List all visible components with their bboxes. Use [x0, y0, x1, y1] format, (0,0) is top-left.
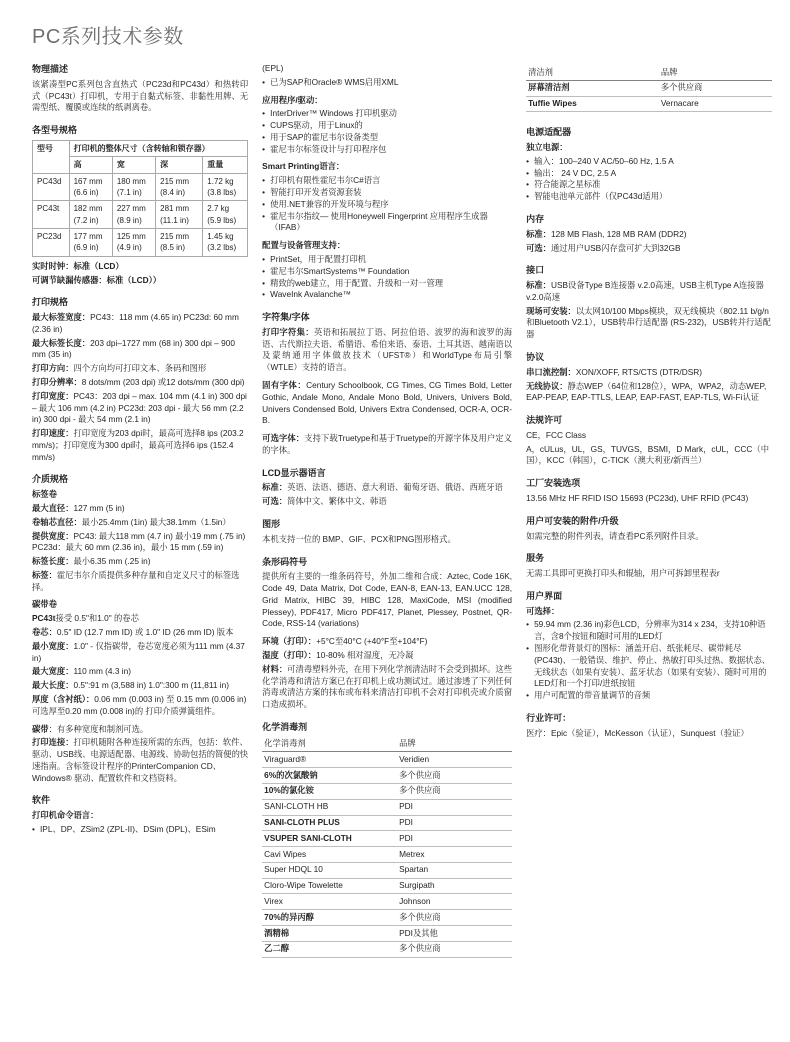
fonts-item	[262, 380, 512, 427]
column-right	[526, 63, 772, 741]
cell-height: 167 mm (6.6 in)	[69, 173, 112, 201]
cell-brand: Metrex	[397, 847, 512, 863]
smart-printing-list	[262, 175, 512, 234]
table-row	[262, 894, 512, 910]
list-item: • 霍尼韦尔指纹— 使用Honeywell Fingerprint 应用程序生成器（IFAB）	[262, 211, 512, 235]
env-item	[262, 664, 512, 711]
cell-weight: 1.45 kg (3.2 lbs)	[203, 229, 248, 257]
env-item	[262, 650, 512, 662]
protocol-item-label: 串口流控制：	[526, 366, 576, 377]
section-factory-options-heading: 工厂安装选项	[526, 478, 581, 489]
media-item	[32, 503, 248, 515]
column-middle	[262, 63, 512, 964]
media-item-label: 最大直径：	[32, 503, 74, 513]
ribbon-sensor-text: 可调节缺漏传感器：标准（LCD））	[32, 274, 162, 285]
power-sub-label: 独立电源：	[526, 142, 568, 153]
ui-list	[526, 619, 772, 701]
interface-item	[526, 306, 772, 341]
cell-chemical: Virex	[262, 894, 397, 910]
cleaning-col-header-name: 清洁剂	[526, 65, 659, 80]
print-item	[32, 391, 248, 426]
ribbon-item	[32, 666, 248, 678]
cell-chemical: SANI-CLOTH HB	[262, 799, 397, 815]
chemical-table	[262, 737, 512, 958]
media-item-label: 卷轴芯直径：	[32, 516, 82, 527]
cell-chemical: 10%的氯化铵	[262, 783, 397, 799]
ribbon-item-label: 最大长度：	[32, 680, 74, 691]
list-item: • IPL、DP、ZSim2 (ZPL-II)、DSim (DPL)、ESim	[32, 824, 248, 836]
fonts-item-value: 支持下载Truetype和基于Truetype的开源字体及用户定义的字体。	[262, 433, 513, 455]
cell-height: 177 mm (6.9 in)	[69, 229, 112, 257]
media-item-label: 标签：	[32, 569, 57, 580]
fonts-item-value: 英语和拓展拉丁语、阿拉伯语、波罗的海和波罗的海语、古代斯拉夫语、希腊语、希伯来语、泰语、土耳其语、越南语以及蒙纳通用字体做放技术（UFST®）和WorldType布局引擎（WTLE）支持的语言。	[262, 326, 513, 373]
env-item-value: +5°C至40°C (+40°F至+104°F)	[316, 636, 428, 647]
table-row	[262, 799, 512, 815]
list-item: • 智能打印开发者资源套装	[262, 187, 512, 199]
env-item-label: 环境（打印）：	[262, 636, 317, 647]
table-subheader-weight: 重量	[203, 157, 248, 173]
lcd-item	[262, 496, 512, 508]
print-item-label: 打印分辨率：	[32, 376, 82, 387]
cell-depth: 281 mm (11.1 in)	[156, 201, 203, 229]
connectivity-item	[32, 737, 248, 784]
ribbon-item-value: 0.5":91 m (3,588 in) 1.0":300 m (11,811 in)	[73, 680, 229, 691]
memory-item	[526, 229, 772, 241]
cell-chemical: 70%的异丙醇	[262, 910, 397, 926]
ribbon-item-value: 接受 0.5"和1.0" 的卷芯	[55, 613, 139, 624]
print-item-label: 打印速度：	[32, 428, 74, 439]
interface-item-label: 标准：	[526, 280, 551, 291]
table-row	[262, 910, 512, 926]
chemical-col-header-name: 化学消毒剂	[262, 737, 397, 752]
list-item: • 使用.NET兼容的开发环境与程序	[262, 199, 512, 211]
cell-chemical: Cavi Wipes	[262, 847, 397, 863]
cell-brand: 多个供应商	[397, 941, 512, 957]
table-row	[262, 862, 512, 878]
print-item-label: 最大标签长度：	[32, 337, 91, 348]
epl-continuation: (EPL)	[262, 63, 284, 73]
cell-width: 125 mm (4.9 in)	[112, 229, 155, 257]
cell-model: PC23d	[33, 229, 70, 257]
printer-language-label: 打印机命令语言：	[32, 810, 99, 821]
list-item: • 打印机有限性霍尼韦尔C#语言	[262, 175, 512, 187]
section-interface-heading: 接口	[526, 265, 545, 276]
cell-chemical: Cloro-Wipe Towelette	[262, 878, 397, 894]
ribbon-item-value: 1.0" - 仅指碳带，卷芯宽度必须为111 mm (4.37 in)	[32, 640, 245, 663]
section-service-heading: 服务	[526, 553, 545, 564]
cell-brand: 多个供应商	[397, 768, 512, 784]
rtc-text: 实时时钟：标准（LCD）	[32, 260, 124, 271]
table-row	[262, 752, 512, 768]
cell-width: 227 mm (8.9 in)	[112, 201, 155, 229]
ribbon-item	[32, 641, 248, 665]
list-item: • 智能电池单元部件（仅PC43d适用）	[526, 191, 772, 203]
section-power-heading: 电源适配器	[526, 127, 572, 138]
cell-brand: Johnson	[397, 894, 512, 910]
epl-list	[262, 77, 512, 89]
list-item: • InterDriver™ Windows 打印机驱动	[262, 108, 512, 120]
print-item	[32, 377, 248, 389]
media-item-value: 127 mm (5 in)	[73, 503, 125, 513]
media-sub-labelroll: 标签卷	[32, 489, 57, 500]
ribbon-generic-value: 有多种宽度和制剂可选。	[56, 723, 149, 734]
lcd-item-value: 简体中文、繁体中文、韩语	[287, 496, 387, 507]
cell-chemical: VSUPER SANI-CLOTH	[262, 831, 397, 847]
protocol-item	[526, 381, 772, 405]
cell-chemical: 酒精棉	[262, 926, 397, 942]
list-item: • 符合能源之星标准	[526, 179, 772, 191]
print-item	[32, 363, 248, 375]
lcd-item-value: 英语、法语、德语、意大利语、葡萄牙语、俄语、西班牙语	[287, 482, 503, 493]
connectivity-label: 打印连接：	[32, 737, 74, 748]
media-item	[32, 531, 248, 555]
apps-list	[262, 108, 512, 155]
rtc-line	[32, 261, 248, 273]
ribbon-item-label: 最小宽度：	[32, 640, 74, 651]
cell-weight: 1.72 kg (3.8 lbs)	[203, 173, 248, 201]
print-item-label: 最大标签宽度：	[32, 312, 91, 323]
fonts-item-label: 打印字符集：	[262, 326, 314, 337]
section-protocol-heading: 协议	[526, 352, 545, 363]
cell-cleaner: Tuffie Wipes	[526, 96, 659, 112]
cell-chemical: Viraguard®	[262, 752, 397, 768]
media-item-label: 提供宽度：	[32, 530, 74, 541]
service-body: 无需工具即可更换打印头和辊轴，用户可拆卸里程表r	[526, 568, 720, 579]
protocol-item-label: 无线协议：	[526, 380, 568, 391]
cell-chemical: 乙二醇	[262, 941, 397, 957]
columns-container	[18, 63, 772, 964]
print-item-value: PC43：203 dpi – max. 104 mm (4.1 in) 300 dpi – 最大 106 mm (4.2 in) PC23d: 203 dpi - 最大 56 mm (2.2 in) 300 dpi - 最大 54 mm (2.1 in)	[32, 390, 247, 425]
table-row	[526, 96, 772, 112]
ribbon-item-label: 最大宽度：	[32, 666, 74, 677]
table-header-dimensions: 打印机的整体尺寸（含转轴和锁存器）	[69, 140, 248, 156]
list-item: • 已为SAP和Oracle® WMS启用XML	[262, 77, 512, 89]
section-memory-heading: 内存	[526, 214, 545, 225]
model-spec-table	[32, 140, 248, 257]
table-row	[33, 173, 248, 201]
column-left	[18, 63, 248, 842]
cell-chemical: Super HDQL 10	[262, 862, 397, 878]
print-item-label: 打印宽度：	[32, 390, 74, 401]
cell-brand: PDI	[397, 831, 512, 847]
certification-line: CE，FCC Class	[526, 429, 586, 440]
table-row	[262, 941, 512, 957]
list-item: • 精致的web建立，用于配置、升级和一对一管理	[262, 278, 512, 290]
print-item	[32, 338, 248, 362]
ribbon-generic-label: 碳带	[32, 723, 49, 734]
list-item: • 用户可配置的带音量调节的音频	[526, 690, 772, 702]
list-item: • 用于SAP的霍尼韦尔设备类型	[262, 132, 512, 144]
table-subheader-width: 宽	[112, 157, 155, 173]
cell-height: 182 mm (7.2 in)	[69, 201, 112, 229]
table-row	[262, 926, 512, 942]
table-row	[526, 80, 772, 96]
ribbon-item	[32, 694, 248, 718]
cell-model: PC43d	[33, 173, 70, 201]
ribbon-item-label: 卷芯：	[32, 627, 57, 638]
table-row	[262, 815, 512, 831]
accessories-body: 如需完整的附件列表，请查看PC系列附件目录。	[526, 530, 704, 541]
cleaning-col-header-brand: 品牌	[659, 65, 772, 80]
power-list	[526, 156, 772, 203]
table-row	[33, 201, 248, 229]
chemical-col-header-brand: 品牌	[397, 737, 512, 752]
print-item-value: 打印宽度为203 dpi时，最高可选择8 ips (203.2 mm/s)；打印宽度为300 dpi时，最高可选择6 ips (152.4 mm/s)	[32, 428, 244, 462]
section-media-heading: 介质规格	[32, 474, 69, 485]
cell-cleaner: 屏幕清洁剂	[526, 80, 659, 96]
protocol-item-value: 静态WEP（64位和128位），WPA，WPA2，动态WEP, EAP-PEAP, EAP-TTLS, LEAP, EAP-FAST, EAP-TLS, Wi-Fi认证	[526, 380, 767, 403]
protocol-item-value: XON/XOFF, RTS/CTS (DTR/DSR)	[575, 366, 703, 377]
print-item-value: 四个方向均可打印文本、条码和图形	[73, 363, 207, 374]
list-item: • 输出： 24 V DC, 2.5 A	[526, 168, 772, 180]
media-item	[32, 556, 248, 568]
apps-heading: 应用程序/驱动：	[262, 94, 323, 105]
fonts-item-label: 可选字体：	[262, 433, 305, 444]
management-heading: 配置与设备管理支持：	[262, 240, 346, 251]
ribbon-sensor-line	[32, 275, 248, 287]
cleaning-table	[526, 65, 772, 112]
cell-brand: 多个供应商	[659, 80, 772, 96]
print-item	[32, 428, 248, 463]
fonts-item-label: 固有字体：	[262, 379, 307, 390]
cell-weight: 2.7 kg (5.9 lbs)	[203, 201, 248, 229]
list-item: • WaveInk Avalanche™	[262, 289, 512, 301]
section-industry-heading: 行业许可：	[526, 712, 572, 723]
interface-item-value: USB设备Type B连接器 v.2.0高速，USB主机Type A连接器 v.2.0高速	[526, 280, 764, 302]
print-item-label: 打印方向：	[32, 363, 74, 374]
ribbon-item-value: 0.5" ID (12.7 mm ID) 或 1.0" ID (26 mm ID) 版本	[56, 627, 234, 638]
list-item: • CUPS驱动，用于Linux的	[262, 120, 512, 132]
cell-brand: Veridien	[397, 752, 512, 768]
table-row	[262, 831, 512, 847]
env-item-value: 10-80% 相对湿度，无冷凝	[316, 649, 414, 660]
section-certification-heading: 法规许可	[526, 415, 563, 426]
smart-printing-heading: Smart Printing语言：	[262, 161, 345, 172]
industry-body: 医疗：Epic（验证），McKesson（认证），Sunquest（验证）	[526, 727, 749, 738]
media-sub-ribbonroll: 碳带卷	[32, 599, 57, 610]
cell-brand: Vernacare	[659, 96, 772, 112]
env-item-label: 湿度（打印）：	[262, 649, 317, 660]
media-item-value: 最小6.35 mm (.25 in)	[73, 556, 151, 567]
ribbon-item	[32, 680, 248, 692]
table-row	[262, 878, 512, 894]
table-header-model: 型号	[33, 140, 70, 173]
ribbon-generic: 碳带：有多种宽度和制剂可选。	[32, 723, 149, 734]
media-item-value: 最小25.4mm (1in) 最大38.1mm（1.5in）	[81, 516, 231, 527]
list-item: • 59.94 mm (2.36 in)彩色LCD，分辨率为314 x 234，支持10种语言，含8个按钮和随时可用的LED灯	[526, 619, 772, 643]
cell-chemical: 6%的次氯酸钠	[262, 768, 397, 784]
cell-width: 180 mm (7.1 in)	[112, 173, 155, 201]
print-item-value: PC43：118 mm (4.65 in) PC23d: 60 mm (2.36 in)	[32, 312, 239, 334]
table-row	[262, 768, 512, 784]
interface-item	[526, 280, 772, 304]
section-software-heading: 软件	[32, 795, 51, 806]
ribbon-item-label: PC43t	[32, 613, 56, 624]
print-item	[32, 312, 248, 336]
section-fonts-heading: 字符集/字体	[262, 312, 310, 323]
graphics-body: 本机支持一位的 BMP、GIF、PCX和PNG图形格式。	[262, 533, 456, 544]
ribbon-item	[32, 627, 248, 639]
section-chemical-heading: 化学消毒剂	[262, 721, 308, 732]
list-item: • 霍尼韦尔SmartSystems™ Foundation	[262, 266, 512, 278]
memory-item-value: 通过用户USB闪存盘可扩大到32GB	[550, 242, 681, 253]
cell-brand: Surgipath	[397, 878, 512, 894]
table-subheader-depth: 深	[156, 157, 203, 173]
lcd-item	[262, 482, 512, 494]
fonts-item	[262, 327, 512, 374]
cell-brand: PDI	[397, 799, 512, 815]
cell-brand: PDI及其他	[397, 926, 512, 942]
ribbon-item-value: 110 mm (4.3 in)	[73, 666, 131, 677]
page-title: PC系列技术参数	[32, 26, 184, 48]
env-item-label: 材料：	[262, 663, 288, 674]
section-lcd-heading: LCD显示器语言	[262, 467, 326, 478]
list-item: • 输入：100–240 V AC/50–60 Hz, 1.5 A	[526, 156, 772, 168]
memory-item	[526, 243, 772, 255]
memory-item-value: 128 MB Flash, 128 MB RAM (DDR2)	[550, 228, 687, 239]
media-item	[32, 570, 248, 594]
ui-sub-label: 可选择：	[526, 605, 560, 616]
fonts-item	[262, 433, 512, 457]
management-list	[262, 254, 512, 301]
barcode-body: 提供所有主要的一维条码符号，外加二维和合成：Aztec, Code 16K, Code 49, Data Matrix, Dot Code, EAN-8, EAN-13, EAN.UCC 128, Grid Matrix, HIBC 39, HIBC 128, MaxiCode, MSI (modified Plessey), PDF417, Micro PDF417, Planet, Plessey, Postnet, QR-Code, RSS-14 (variations)	[262, 571, 513, 629]
table-row	[262, 847, 512, 863]
table-subheader-height: 高	[69, 157, 112, 173]
section-physical-body: 该紧凑型PC系列包含直热式（PC23d和PC43d）和热转印式（PC43t）打印机，专用于自黏式标签、非黏性用牌、无需型纸、覆膜或连续的纸剥离卷。	[32, 78, 249, 113]
certification-line: A，cULus，UL，GS，TUVGS，BSMI，D Mark，cUL，CCC（中国），KCC（韩国），C-TICK（澳大利亚/新西兰）	[526, 443, 770, 466]
cell-brand: 多个供应商	[397, 910, 512, 926]
print-item-value: 8 dots/mm (203 dpi) 或12 dots/mm (300 dpi)	[81, 376, 245, 387]
factory-options-body: 13.56 MHz HF RFID ISO 15693 (PC23d), UHF RFID (PC43)	[526, 493, 749, 503]
interface-item-label: 现场可安装：	[526, 305, 576, 316]
table-row	[262, 783, 512, 799]
media-item	[32, 517, 248, 529]
list-item: • 图形化带背景灯的图标：涵盖开启、纸张耗尽、碳带耗尽 (PC43t)、一般错误、维护、停止、热敏打印头过热、数据状态、无线状态（如果有安装）、蓝牙状态（如果有安装）、随时可用的LED灯和一个打印/进纸按钮	[526, 643, 772, 690]
cell-depth: 215 mm (8.4 in)	[156, 173, 203, 201]
section-graphics-heading: 图形	[262, 518, 281, 529]
list-item: • PrintSet，用于配置打印机	[262, 254, 512, 266]
cell-brand: PDI	[397, 815, 512, 831]
table-row	[33, 229, 248, 257]
memory-item-label: 可选：	[526, 242, 551, 253]
ribbon-item	[32, 613, 248, 625]
cell-brand: Spartan	[397, 862, 512, 878]
section-barcode-heading: 条形码符号	[262, 556, 308, 567]
cell-chemical: SANI-CLOTH PLUS	[262, 815, 397, 831]
fonts-item-value: Century Schoolbook, CG Times, CG Times Bold, Letter Gothic, Andale Mono, Andale Mono Bold, Univers, Univers Bold, Univers Condensed Bold, Univers Extra Condensed, OCR-A, OCR-B.	[262, 379, 513, 426]
ribbon-item-value: 0.06 mm (0.003 in) 至 0.15 mm (0.006 in) 可选厚至0.20 mm (0.008 in)的 打印介质弹簧组件。	[32, 693, 247, 716]
lcd-item-label: 标准：	[262, 482, 288, 493]
cell-model: PC43t	[33, 201, 70, 229]
media-item-value: PC43: 最大118 mm (4.7 in) 最小19 mm (.75 in) PC23d：最大 60 mm (2.36 in)，最小 15 mm (.59 in)	[32, 530, 246, 553]
print-item-value: 203 dpi–1727 mm (68 in) 300 dpi – 900 mm (35 in)	[32, 337, 235, 360]
cell-depth: 215 mm (8.5 in)	[156, 229, 203, 257]
env-item-value: 可清毒塑料外壳，在用下列化学剂清洁时不会受到损坏。这些化学消毒和清洁方案已在打印机上成功测试过。通过渗透了下列任何消毒或清洁方案的抹布或布料来清洁打印机不会对打印机壳或介质窗口造成损坏。	[262, 663, 513, 710]
section-print-heading: 打印规格	[32, 297, 69, 308]
list-item: • 霍尼韦尔标签设计与打印程序包	[262, 144, 512, 156]
section-ui-heading: 用户界面	[526, 590, 563, 601]
section-accessories-heading: 用户可安装的附件/升级	[526, 515, 619, 526]
printer-language-list	[32, 824, 248, 836]
cell-brand: 多个供应商	[397, 783, 512, 799]
memory-item-label: 标准：	[526, 228, 551, 239]
lcd-item-label: 可选：	[262, 496, 288, 507]
section-models-heading: 各型号规格	[32, 125, 78, 136]
protocol-item	[526, 367, 772, 379]
media-item-value: 霍尼韦尔介质提供多种存量和自定义尺寸的标签选择。	[32, 569, 240, 592]
env-item	[262, 636, 512, 648]
ribbon-item-label: 厚度（含衬纸）：	[32, 693, 95, 704]
interface-item-value: 以太网10/100 Mbps模块，双无线模块（802.11 b/g/n和Bluetooth V2.1），USB转串行适配器 (RS-232)，USB转并行适配器	[526, 305, 771, 340]
section-physical-heading: 物理描述	[32, 64, 69, 74]
media-item-label: 标签长度：	[32, 556, 74, 567]
connectivity-value: 打印机随附各种连接所需的东西，包括：软件、驱动、USB线、电源适配器、电源线、协助包括的简便的快速指南。含标签设计程序的PrinterCompanion CD、Windows® 驱动、配置软件和文档资料。	[32, 737, 249, 783]
